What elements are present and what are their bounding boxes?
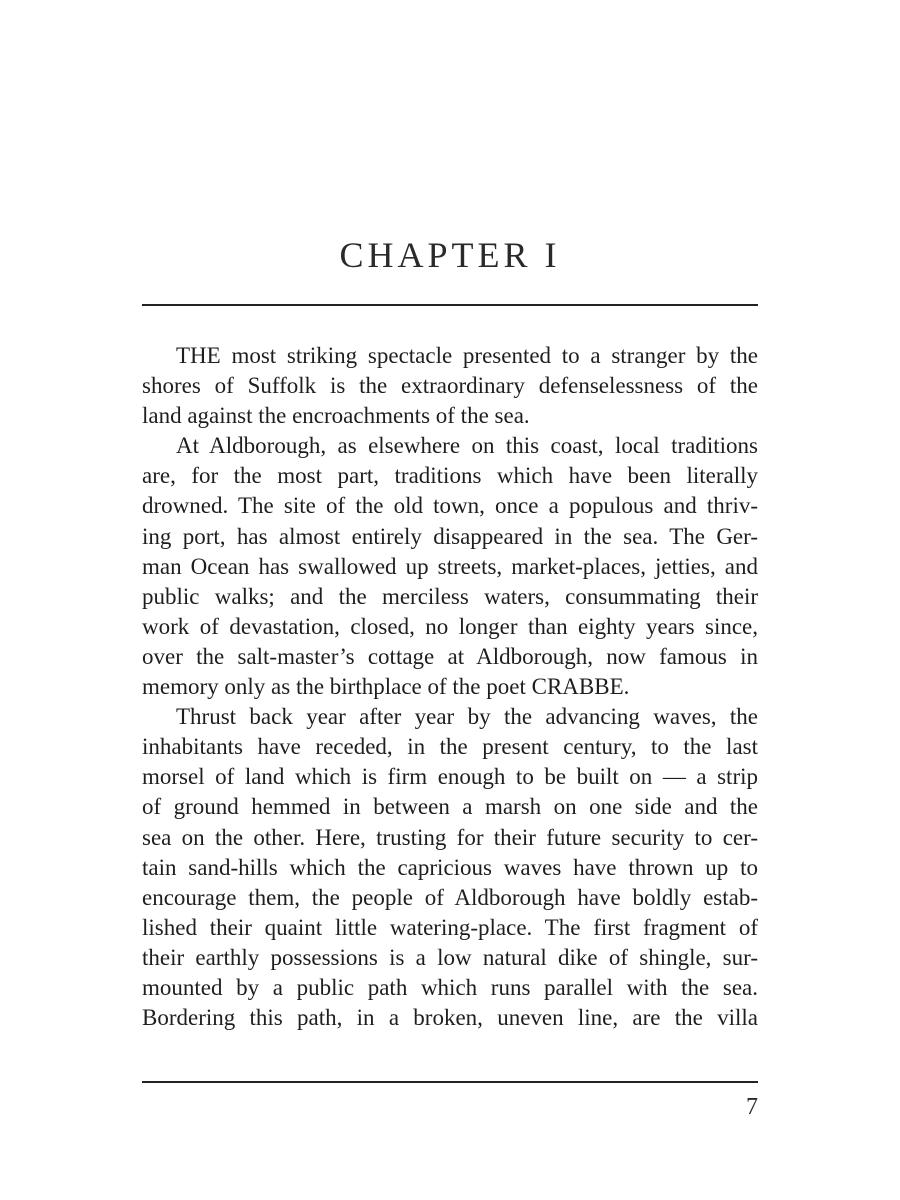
page-number: 7: [746, 1094, 758, 1120]
text-line: inhabitants have receded, in the present century, to the last: [142, 734, 758, 760]
paragraph-2: [142, 431, 758, 702]
top-divider: [142, 304, 758, 306]
text-line: land against the encroachments of the sea.: [142, 403, 530, 429]
text-line: over the salt-master’s cottage at Aldborough, now famous in: [142, 643, 758, 669]
text-line: drowned. The site of the old town, once a populous and thriv-: [142, 493, 758, 519]
text-line: THE most striking spectacle presented to a stranger by the: [176, 343, 758, 368]
text-line: ing port, has almost entirely disappeared in the sea. The Ger-: [142, 523, 758, 549]
text-line: work of devastation, closed, no longer than eighty years since,: [142, 613, 758, 639]
text-line: At Aldborough, as elsewhere on this coast, local traditions: [176, 433, 758, 459]
chapter-title: CHAPTER I: [339, 235, 561, 275]
paragraph-1: [142, 341, 758, 431]
text-line: lished their quaint little watering-place. The first fragment of: [142, 914, 758, 940]
text-line: their earthly possessions is a low natural dike of shingle, sur-: [142, 944, 758, 970]
text-line: shores of Suffolk is the extraordinary defenselessness of the: [142, 373, 758, 399]
text-line: morsel of land which is firm enough to be built on — a strip: [142, 764, 758, 790]
text-line: of ground hemmed in between a marsh on one side and the: [142, 794, 758, 820]
text-line: public walks; and the merciless waters, consummating their: [142, 583, 758, 609]
paragraph-3: [142, 702, 758, 1033]
text-line: mounted by a public path which runs parallel with the sea.: [142, 974, 758, 1000]
text-line: are, for the most part, traditions which have been literally: [142, 463, 758, 489]
text-line: encourage them, the people of Aldborough have boldly estab-: [142, 884, 758, 910]
text-line: Thrust back year after year by the advancing waves, the: [176, 704, 758, 730]
text-line: Bordering this path, in a broken, uneven line, are the villa: [142, 1005, 758, 1031]
text-line: man Ocean has swallowed up streets, market-places, jetties, and: [142, 553, 758, 579]
text-line: tain sand-hills which the capricious waves have thrown up to: [142, 854, 758, 880]
bottom-divider: [142, 1081, 758, 1083]
text-line: sea on the other. Here, trusting for their future security to cer-: [142, 824, 758, 850]
body-text: [142, 341, 758, 1033]
text-line: memory only as the birthplace of the poet CRABBE.: [142, 674, 630, 700]
